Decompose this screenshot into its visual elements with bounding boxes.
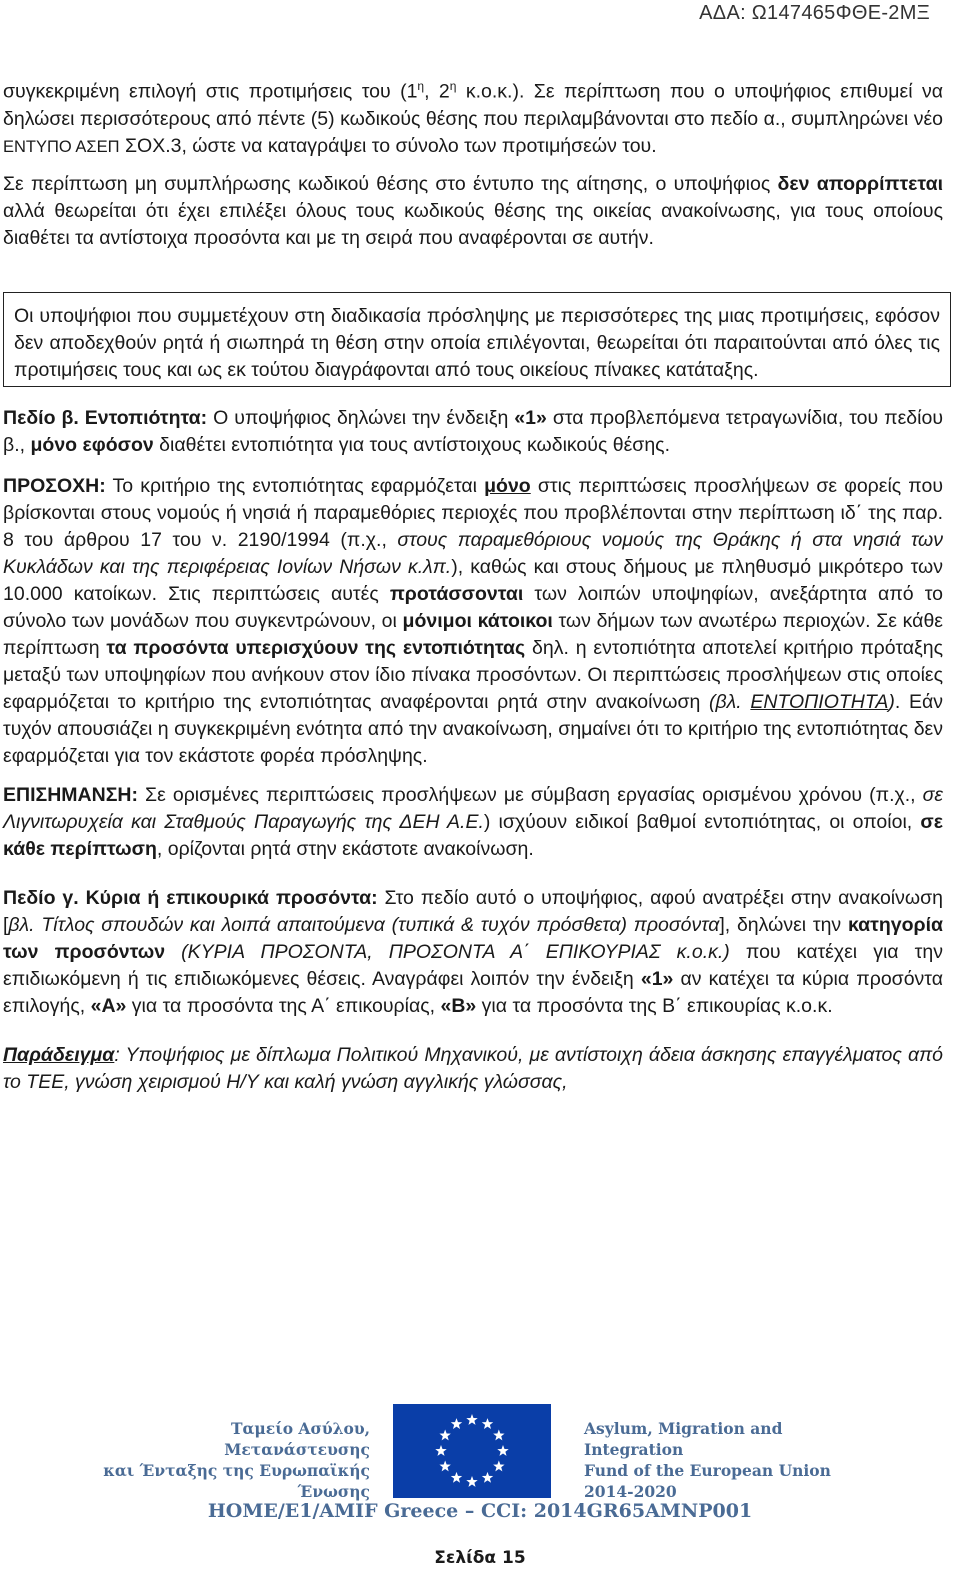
paragraph-field-b — [3, 405, 943, 459]
paragraph-no-code — [3, 171, 943, 252]
bold-text: προτάσσονται — [389, 582, 524, 605]
notice-box — [3, 292, 951, 387]
bold-text: «1» — [640, 967, 674, 990]
section-reference: ΕΝΤΟΠΙΟΤΗΤΑ — [750, 690, 889, 713]
italic-text: (βλ. — [709, 690, 751, 713]
text-run: Σε ορισμένες περιπτώσεις προσλήψεων με σύμβαση εργασίας ορισμένου χρόνου (π.χ., — [137, 783, 923, 806]
fund-name-line: Ένωσης — [297, 1482, 370, 1501]
underlined-bold-text: μόνο — [484, 474, 531, 497]
fund-name-greek — [90, 1418, 370, 1502]
bold-text: δεν απορρίπτεται — [777, 172, 943, 195]
text-run: αν κατέχει τα κύρια προσόντα επιλογής, — [3, 967, 943, 1017]
text-run: στα προβλεπόμενα τετραγωνίδια, του πεδίου β., — [3, 406, 943, 456]
text-run: , ορίζονται ρητά στην εκάστοτε ανακοίνωση. — [156, 837, 534, 860]
text-run: των δήμων των ανωτέρω περιοχών. Σε κάθε περίπτωση — [3, 609, 943, 659]
text-run: για τα προσόντα της Β΄ επικουρίας κ.ο.κ. — [476, 994, 833, 1017]
paragraph-example — [3, 1042, 943, 1096]
text-run — [165, 941, 181, 963]
text-run: ), καθώς και στους δήμους με πληθυσμό μικρότερο των 10.000 κατοίκων. Στις περιπτώσεις αυτές — [3, 555, 943, 605]
cci-code: HOME/E1/AMIF Greece – CCI: 2014GR65AMNP001 — [207, 1500, 753, 1522]
section-heading: Πεδίο β. Εντοπιότητα: — [3, 406, 208, 429]
italic-text: : Υποψήφιος με δίπλωμα Πολιτικού Μηχανικού, με αντίστοιχη άδεια άσκησης επαγγέλματος από το ΤΕΕ, γνώση χειρισμού Η/Υ και καλή γνώση αγγλικής γλώσσας, — [3, 1043, 943, 1093]
section-heading: ΠΡΟΣΟΧΗ: — [3, 474, 106, 497]
bold-text: «1» — [514, 406, 547, 429]
text-run: , 2 — [424, 80, 450, 103]
text-run: που κατέχει για την επιδιωκόμενη ή τις επιδιωκόμενες θέσεις. Αναγράφει λοιπόν την ένδειξη — [3, 940, 943, 990]
section-heading: ΕΠΙΣΗΜΑΝΣΗ: — [3, 783, 138, 806]
superscript: η — [449, 79, 457, 93]
bold-text: τα προσόντα υπερισχύουν της εντοπιότητας — [106, 636, 526, 659]
fund-name-line: Asylum, Migration and Integration — [584, 1419, 783, 1459]
text-run: ΣΟΧ.3, ώστε να καταγράψει το σύνολο των προτιμήσεών του. — [119, 134, 657, 157]
text-run: Ο υποψήφιος δηλώνει την ένδειξη — [207, 406, 515, 429]
text-run: δηλ. η εντοπιότητα αποτελεί κριτήριο πρόταξης μεταξύ των υποψηφίων που ανήκουν στον ίδιο πίνακα προσόντων. Οι περιπτώσεις προσλήψεων στις οποίες εφαρμόζεται το κριτήριο της εντοπιότητας αναφέρονται ρητά στην ανακοίνωση — [3, 636, 944, 713]
bold-text: «Α» — [90, 994, 127, 1017]
text-run: . Εάν τυχόν απουσιάζει η συγκεκριμένη ενότητα από την ανακοίνωση, σημαίνει ότι το κριτήριο της εντοπιότητας δεν εφαρμόζεται για τον εκάστοτε φορέα πρόσληψης. — [3, 690, 943, 767]
text-run: ) ισχύουν ειδικοί βαθμοί εντοπιότητας, οι οποίοι, — [483, 810, 921, 833]
fund-name-line: 2014-2020 — [584, 1482, 677, 1501]
eu-flag-icon — [393, 1404, 551, 1498]
italic-text: βλ. Τίτλος σπουδών και λοιπά απαιτούμενα (τυπικά & τυχόν πρόσθετα) προσόντα — [8, 913, 720, 936]
form-name: ΕΝΤΥΠΟ ΑΣΕΠ — [3, 137, 120, 156]
text-run: Σε περίπτωση μη συμπλήρωσης κωδικού θέσης στο έντυπο της αίτησης, ο υποψήφιος — [3, 172, 778, 195]
italic-text: σε Λιγνιτωρυχεία και Σταθμούς Παραγωγής της ΔΕΗ Α.Ε. — [3, 783, 943, 833]
paragraph-attention — [3, 473, 943, 770]
paragraph-preferences — [3, 73, 943, 161]
text-run: των λοιπών υποψηφίων, ανεξάρτητα από το σύνολο των μονάδων που συγκεντρώνουν, οι — [3, 582, 943, 632]
superscript: η — [417, 79, 425, 93]
section-heading: Πεδίο γ. Κύρια ή επικουρικά προσόντα: — [3, 886, 378, 909]
text-run: στις περιπτώσεις προσλήψεων σε φορείς που βρίσκονται στους νομούς ή νησιά ή παραμεθόριες περιοχές που προβλέπονται στην περίπτωση ιδ΄ της παρ. 8 του άρθρου 17 του ν. 2190/1994 (π.χ., — [3, 474, 943, 551]
bold-text: μόνο εφόσον — [30, 433, 154, 456]
text-run: Στο πεδίο αυτό ο υποψήφιος, αφού ανατρέξει στην ανακοίνωση [ — [3, 886, 943, 936]
page-footer — [0, 1400, 960, 1580]
document-body — [3, 73, 943, 1096]
bold-text: σε κάθε περίπτωση — [3, 810, 943, 860]
text-run: ], δηλώνει την — [719, 913, 848, 936]
fund-name-line: Ταμείο Ασύλου, Μετανάστευσης — [224, 1419, 370, 1459]
text-run: για τα προσόντα της Α΄ επικουρίας, — [126, 994, 441, 1017]
italic-text: (ΚΥΡΙΑ ΠΡΟΣΟΝΤΑ, ΠΡΟΣΟΝΤΑ Α΄ ΕΠΙΚΟΥΡΙΑΣ κ.ο.κ.) — [181, 940, 730, 963]
text-run: αλλά θεωρείται ότι έχει επιλέξει όλους τους κωδικούς θέσης της οικείας ανακοίνωσης, για τους οποίους διαθέτει τα αντίστοιχα προσόντα και με τη σειρά που αναφέρονται σε αυτήν. — [3, 199, 943, 249]
text-run: κ.ο.κ.). Σε περίπτωση που ο υποψήφιος επιθυμεί να δηλώσει περισσότερους από πέντε (5) κωδικούς θέσης που περιλαμβάνονται στο πεδίο α., συμπληρώνει νέο — [3, 80, 943, 130]
paragraph-note — [3, 782, 943, 863]
paragraph-field-c — [3, 885, 943, 1020]
text-run: Το κριτήριο της εντοπιότητας εφαρμόζεται — [105, 474, 485, 497]
italic-text: ) — [888, 690, 895, 713]
bold-text: κατηγορία των προσόντων — [3, 913, 943, 963]
ada-code: ΑΔΑ: Ω147465ΦΘΕ-2ΜΞ — [699, 2, 930, 24]
page-number: Σελίδα 15 — [434, 1548, 526, 1568]
example-label: Παράδειγμα — [3, 1043, 115, 1066]
fund-name-line: και Ένταξης της Ευρωπαϊκής — [103, 1461, 370, 1480]
bold-text: «Β» — [440, 994, 477, 1017]
bold-text: μόνιμοι κάτοικοι — [402, 609, 553, 632]
italic-text: στους παραμεθόριους νομούς της Θράκης ή στα νησιά των Κυκλάδων και της περιφέρειας Ιονίων Νήσων κ.λπ. — [3, 528, 943, 578]
fund-name-english — [584, 1418, 884, 1502]
text-run: συγκεκριμένη επιλογή στις προτιμήσεις του (1 — [3, 80, 418, 103]
notice-text: Οι υποψήφιοι που συμμετέχουν στη διαδικασία πρόσληψης με περισσότερες της μιας προτιμήσεις, εφόσον δεν αποδεχθούν ρητά ή σιωπηρά τη θέση στην οποία επιλέγονται, θεωρείται ότι παραιτούνται από όλες τις προτιμήσεις τους και ως εκ τούτου διαγράφονται από τους οικείους πίνακες κατάταξης. — [14, 304, 940, 381]
fund-name-line: Fund of the European Union — [584, 1461, 831, 1480]
text-run: διαθέτει εντοπιότητα για τους αντίστοιχους κωδικούς θέσης. — [153, 433, 670, 456]
